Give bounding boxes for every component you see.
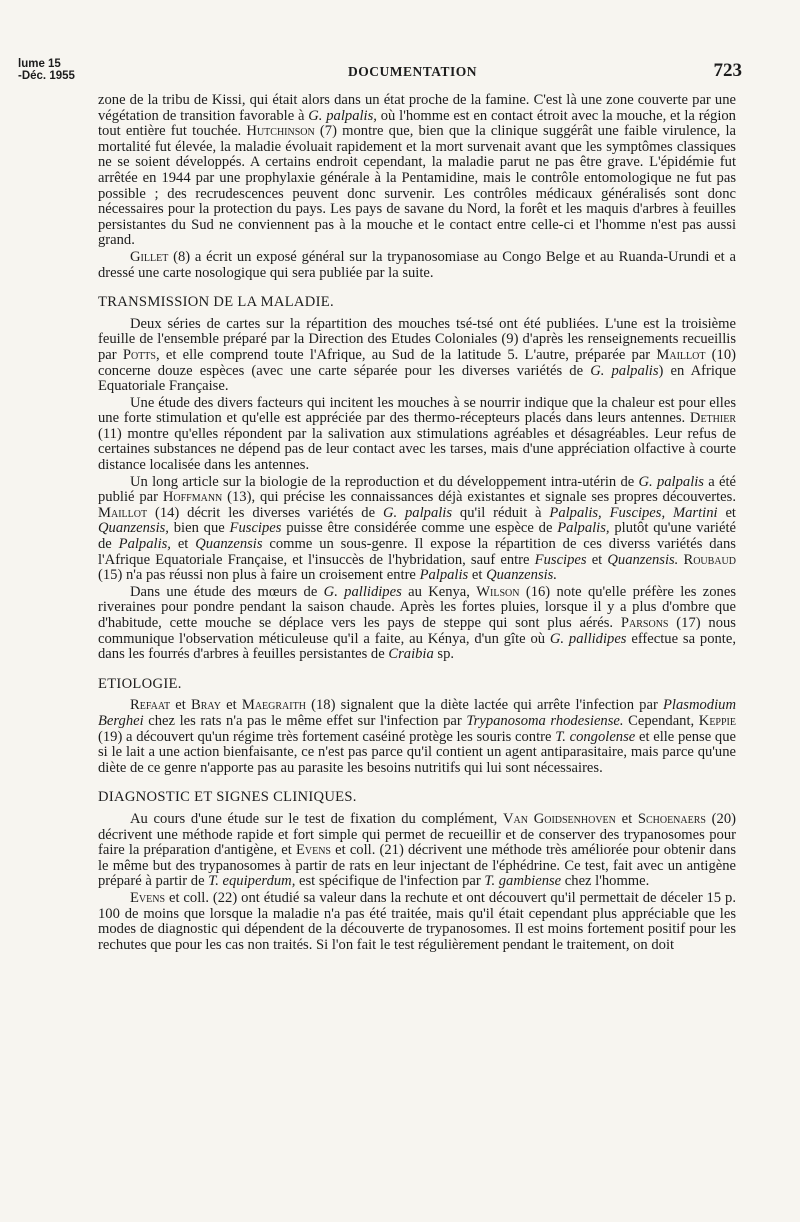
section-heading: ETIOLOGIE. (98, 675, 182, 692)
paragraph: Deux séries de cartes sur la répartition des mouches tsé-tsé ont été publiées. L'une est la troisième feuille de l'ensemble préparé par la Direction des Etudes Coloniales (9) d'après les renseignements recueillis par Potts, et elle comprend toute l'Afrique, au Sud de la latitude 5. L'autre, préparée par Maillot (10) concerne douze espèces (avec une carte séparée pour les diverses variétés de G. palpalis) en Afrique Equatoriale Française. (98, 315, 736, 395)
paragraph: Une étude des divers facteurs qui incitent les mouches à se nourrir indique que la chaleur est pour elles une forte stimulation et qu'elle est appréciée par des thermo-récepteurs placés dans leurs antennes. Dethier (11) montre qu'elles répondent par la salivation aux stimulations agréables et désagréables. Leur refus de certaines substances ne dépend pas de leur contact avec les tarses, mais d'une appréciation olfactive à courte distance localisée dans les antennes. (98, 394, 736, 474)
section-heading: DIAGNOSTIC ET SIGNES CLINIQUES. (98, 789, 357, 806)
paragraph: Refaat et Bray et Maegraith (18) signalent que la diète lactée qui arrête l'infection par Plasmodium Berghei chez les rats n'a pas le même effet sur l'infection par Trypanosoma rhodesiense. Cependant, Keppie (19) a découvert qu'un régime très fortement caséiné protège les souris contre T. congolense et elle pense que si le lait a une action bienfaisante, ce n'est pas parce qu'il contient un agent antiparasitaire, mais parce qu'une diète de ce genre n'apporte pas au parasite les besoins nutritifs qui lui sont nécessaires. (98, 697, 736, 776)
paragraph: Dans une étude des mœurs de G. pallidipes au Kenya, Wilson (16) note qu'elle préfère les zones riveraines pour pondre pendant la saison chaude. Après les fortes pluies, lorsque il y a plus d'ombre que d'habitude, cette mouche se déplace vers les pays de steppe qui sont plus aérés. Parsons (17) nous communique l'observation méticuleuse qu'il a faite, au Kénya, d'un gîte où G. pallidipes effectue sa ponte, dans les fourrés d'arbres à feuilles persistantes de Craibia sp. (98, 583, 736, 663)
paragraph: Gillet (8) a écrit un exposé général sur la trypanosomiase au Congo Belge et au Ruanda-Urundi et a dressé une carte nosologique qui sera publiée par la suite. (98, 248, 736, 281)
paragraph: zone de la tribu de Kissi, qui était alors dans un état proche de la famine. C'est là une zone couverte par une végétation de transition favorable à G. palpalis, où l'homme est en contact étroit avec la mouche, et la région tout entière fut touchée. Hutchinson (7) montre que, bien que la clinique suggérât une faible virulence, la mortalité fut élevée, la maladie évoluait rapidement et la mort survenait avant que les symptômes classiques ne se soient développés. A certains endroit cependant, la maladie parut ne pas être grave. L'épidémie fut arrêtée en 1944 par une prophylaxie générale à la Pentamidine, mais le contrôle entomologique ne fut pas possible ; des recrudescences peuvent donc survenir. Les contrôles médicaux généralisés sont donc nécessaires pour la protection du pays. Les pays de savane du Nord, la forêt et les maquis d'arbres à feuilles persistantes du Sud ne conviennent pas à la mouche et le contact entre celle-ci et l'homme n'est pas aussi grand. (98, 92, 737, 249)
body-text (98, 93, 736, 953)
section-heading: TRANSMISSION DE LA MALADIE. (98, 294, 334, 311)
paragraph: Au cours d'une étude sur le test de fixation du complément, Van Goidsenhoven et Schoenaers (20) décrivent une méthode rapide et fort simple qui permet de recueillir et de conserver des trypanosomes pour faire la préparation d'antigène, et Evens et coll. (21) décrivent une méthode très améliorée pour obtenir dans le même but des trypanosomes à partir de rats en leur injectant de l'éphédrine. Ce test, fait avec un antigène préparé à partir de T. equiperdum, est spécifique de l'infection par T. gambiense chez l'homme. (98, 810, 736, 890)
volume-label: lume 15 (18, 58, 61, 70)
paragraph: Un long article sur la biologie de la reproduction et du développement intra-utérin de G. palpalis a été publié par Hoffmann (13), qui précise les connaissances déjà existantes et signale ses propres découvertes. Maillot (14) décrit les diverses variétés de G. palpalis qu'il réduit à Palpalis, Fuscipes, Martini et Quanzensis, bien que Fuscipes puisse être considérée comme une espèce de Palpalis, plutôt qu'une variété de Palpalis, et Quanzensis comme un sous-genre. Il expose la répartition de ces diverss variétés dans l'Afrique Equatoriale Française, et l'insuccès de l'hybridation, sauf entre Fuscipes et Quanzensis. Roubaud (15) n'a pas réussi non plus à faire un croisement entre Palpalis et Quanzensis. (98, 473, 736, 584)
page-number: 723 (713, 60, 742, 81)
page-header (18, 58, 742, 94)
issue-date: -Déc. 1955 (18, 70, 75, 82)
paragraph: Evens et coll. (22) ont étudié sa valeur dans la rechute et ont découvert qu'il permettait de déceler 15 p. 100 de moins que lorsque la maladie n'a pas été traitée, mais qu'il était cependant plus appréciable que les modes de diagnostic qui dépendent de la découverte de trypanosomes. Il est moins fortement positif pour les rechutes que pour les cas non traités. Si l'on fait le test régulièrement pendant le traitement, on doit (98, 889, 736, 953)
volume-info (18, 58, 75, 82)
running-title: DOCUMENTATION (348, 64, 478, 79)
